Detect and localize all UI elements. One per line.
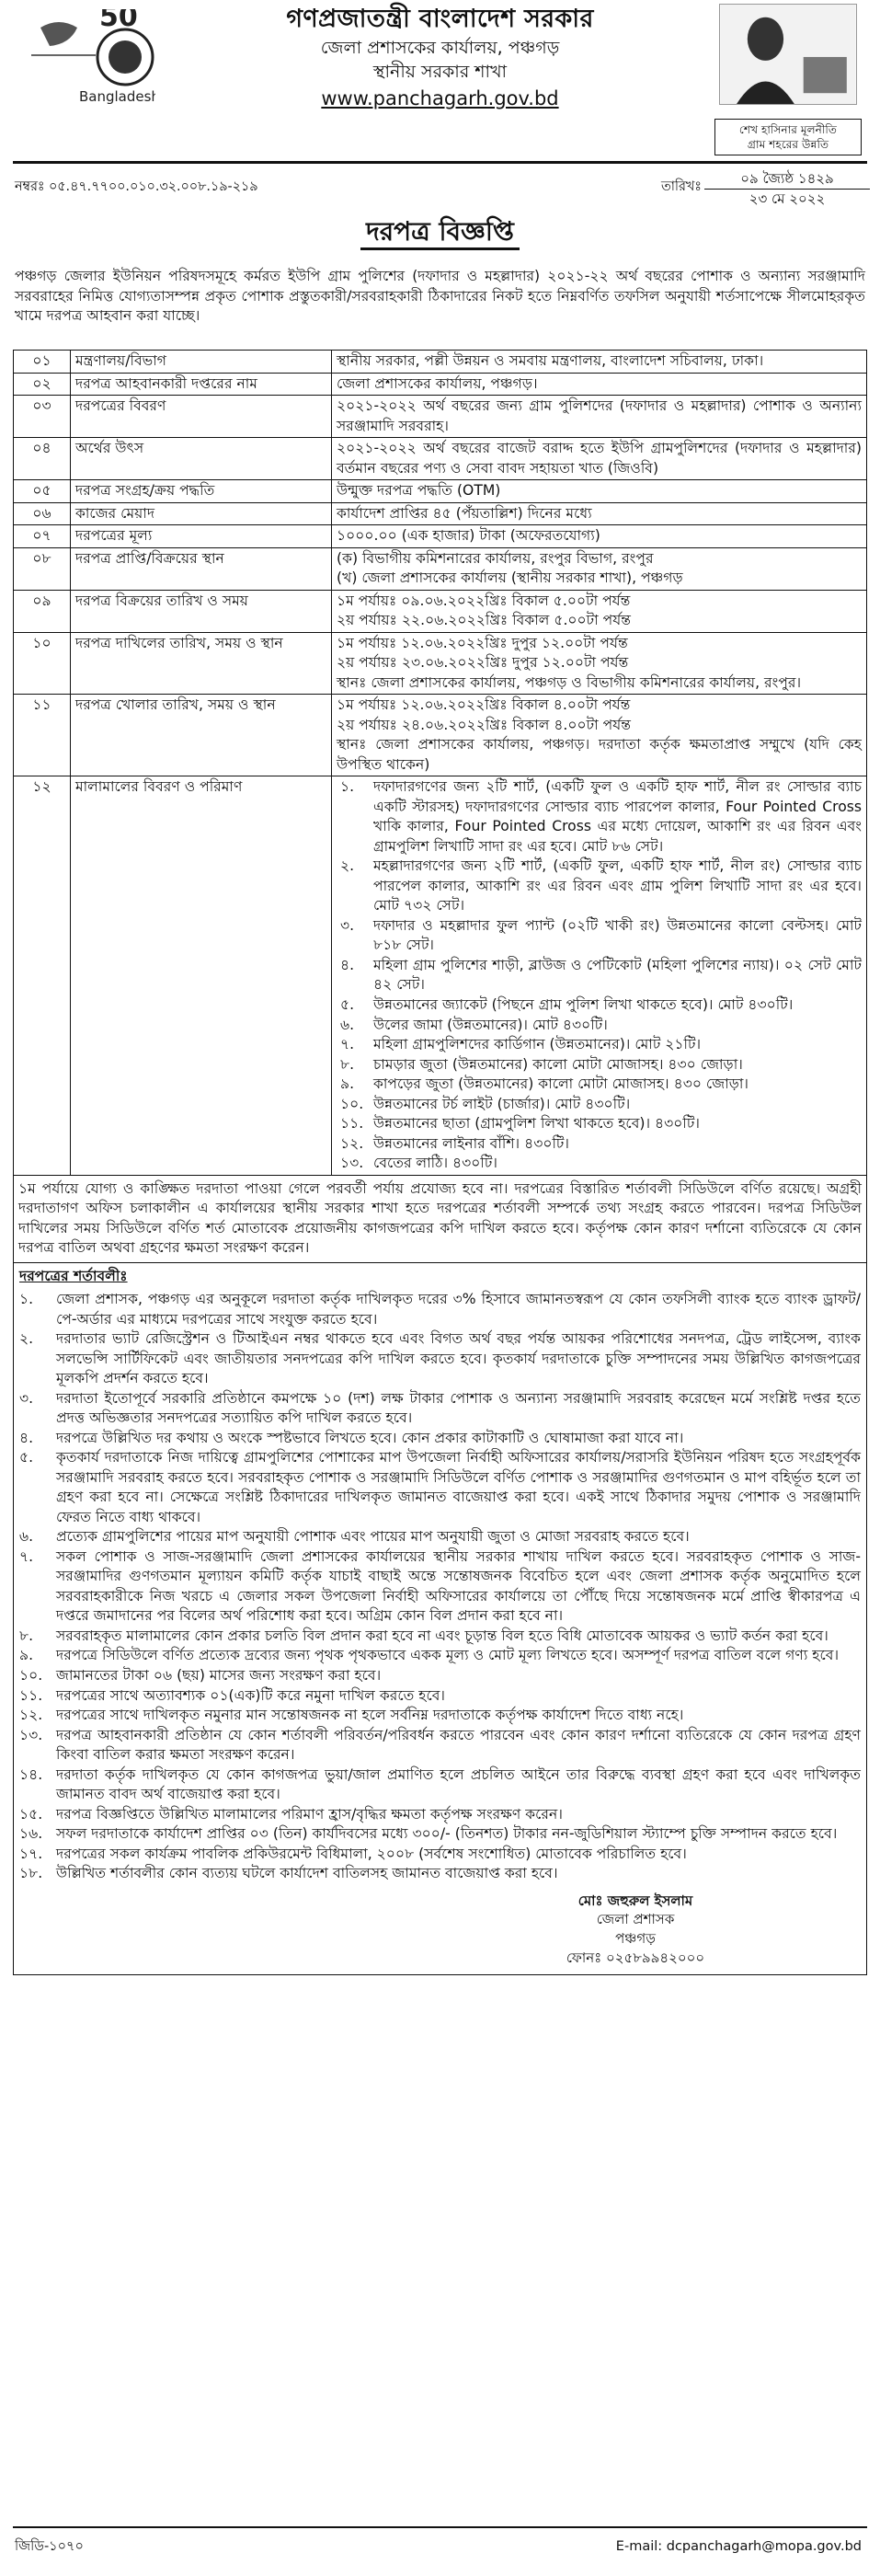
term-text: দরপত্রের সাথে অত্যাবশ্যক ০১(এক)টি করে নমুনা দাখিল করতে হবে।: [56, 1686, 445, 1704]
material-number: ৭.: [340, 1036, 355, 1053]
row-label: অর্থের উৎস: [71, 438, 332, 480]
letterhead-center: [178, 2, 702, 112]
row-value: [332, 590, 867, 632]
row-serial: ০৯: [14, 590, 71, 632]
branch-name: স্থানীয় সরকার শাখা: [372, 62, 508, 83]
signatory-designation: জেলা প্রশাসক: [596, 1911, 675, 1928]
row-label: দরপত্র বিক্রয়ের তারিখ ও সময়: [71, 590, 332, 632]
row-value: [332, 502, 867, 525]
row-serial: ০৬: [14, 502, 71, 525]
row-serial: ১২: [14, 776, 71, 1175]
notice-paragraph: ১ম পর্যায়ে যোগ্য ও কাঙ্ক্ষিত দরদাতা পাওয়া গেলে পরবর্তী পর্যায় প্রযোজ্য হবে না। দরপত্রের বিস্তারিত শর্তাবলী সিডিউলে বর্ণিত রয়েছে। অগ্রহী দরদাতাগণ অফিস চলাকালীন এ কার্যালয়ের স্থানীয় সরকার শাখা হতে দরপত্রের শর্তাবলী সম্পর্কে তথ্য সংগ্রহ করতে পারবেন। দরপত্র সিডিউল দাখিলের সময় সিডিউলে বর্ণিত শর্ত মোতাবেক প্রয়োজনীয় কাগজপত্রের কপি দাখিল করতে হবে। কর্তৃপক্ষ কোন কারণ দর্শানো ব্যতিরেকে যে কোন দরপত্র বাতিল অথবা গ্রহণের ক্ষমতা সংরক্ষণ করেন।: [13, 1176, 867, 1263]
term-number: ১৫.: [19, 1805, 43, 1823]
material-number: ১০.: [340, 1095, 364, 1112]
schedule-row: [14, 695, 867, 776]
slogan-box: [714, 119, 862, 156]
row-label: দরপত্র খোলার তারিখ, সময় ও স্থান: [71, 695, 332, 776]
row-serial: ০৩: [14, 396, 71, 438]
mujib-year-badge: [714, 4, 862, 158]
term-number: ১২.: [19, 1707, 43, 1724]
material-text: চামড়ার জুতা (উন্নতমানের) কালো মোটা মোজাসহ। ৪৩০ জোড়া।: [373, 1055, 743, 1073]
term-number: ১৮.: [19, 1865, 43, 1882]
term-item: [19, 1627, 861, 1647]
material-text: মহিলা গ্রাম পুলিশের শাড়ী, ব্লাউজ ও পেটিকোট (মহিলা পুলিশের ন্যায়)। ০২ সেট মোট ৪২ সেট।: [373, 956, 862, 994]
tender-schedule-table: [13, 350, 867, 1176]
term-text: কৃতকার্য দরদাতাকে নিজ দায়িত্বে গ্রামপুলিশের পোশাকের মাপ উপজেলা নির্বাহী অফিসারের কার্যালয়/সরাসরি ইউনিয়ন পরিষদ হতে সংগ্রহপূর্বক সরঞ্জামাদি সরবরাহ করতে হবে। সরবরাহকৃত পোশাক ও সরঞ্জামাদি সিডিউলে বর্ণিত পোশাক ও সরঞ্জামাদির গুণগতমান ও মাপ বহির্ভূত হলে তা গ্রহণ করা হবে না। সেক্ষেত্রে সংশ্লিষ্ট ঠিকাদারের দাখিলকৃত জামানত বাজেয়াপ্ত করা হবে। একই সাথে ঠিকাদার সমুদয় পোশাক ও সরঞ্জামাদি ফেরত নিতে বাধ্য থাকবে।: [56, 1449, 861, 1525]
materials-row: [14, 776, 867, 1175]
row-label: মালামালের বিবরণ ও পরিমাণ: [71, 776, 332, 1175]
schedule-row: [14, 525, 867, 548]
material-text: কাপড়ের জুতা (উন্নতমানের) কালো মোটা মোজাসহ। ৪৩০ জোড়া।: [373, 1075, 749, 1093]
material-text: উন্নতমানের জ্যাকেট (পিছনে গ্রাম পুলিশ লিখা থাকতে হবে)। মোট ৪৩০টি।: [373, 995, 794, 1013]
term-item: [19, 1864, 861, 1884]
government-title: গণপ্রজাতন্ত্রী বাংলাদেশ সরকার: [286, 5, 594, 33]
material-number: ৩.: [340, 916, 355, 934]
term-text: দরপত্র আহবানকারী প্রতিষ্ঠান যে কোন শর্তাবলী পরিবর্তন/পরিবর্ধন করতে পারবেন এবং কোন কারণ দর্শানো ব্যতিরেকে যে কোন দরপত্র গ্রহণ কিংবা বাতিল করার ক্ষমতা সংরক্ষণ করেন।: [56, 1726, 861, 1764]
row-label: দরপত্রের বিবরণ: [71, 396, 332, 438]
material-number: ১.: [340, 778, 355, 796]
materials-list-cell: [332, 776, 867, 1175]
row-value-line: ১ম পর্যায়ঃ ০৯.০৬.২০২২খ্রিঃ বিকাল ৫.০০টা পর্যন্ত: [337, 592, 631, 609]
material-item: [337, 956, 862, 995]
schedule-row: [14, 438, 867, 480]
material-text: দফাদারগণের জন্য ২টি শার্ট, (একটি ফুল ও একটি হাফ শার্ট, নীল রং সোল্ডার ব্যাচ একটি স্টারসহ) দফাদারগণের সোল্ডার ব্যাচ পারপেল কালার, Four Pointed Cross খাকি কালার, Four Pointed Cross এর মধ্যে দোয়েল, আকাশি রং এর রিবন এবং গ্রামপুলিশ লিখাটি সাদা রং এর হবে। মোট ৮৬ সেট।: [373, 778, 862, 855]
schedule-row: [14, 502, 867, 525]
row-value: [332, 632, 867, 695]
material-text: উন্নতমানের টর্চ লাইট (চার্জার)। মোট ৪৩০টি।: [373, 1095, 631, 1112]
row-value-line: ২য় পর্যায়ঃ ২২.০৬.২০২২খ্রিঃ বিকাল ৫.০০টা পর্যন্ত: [337, 612, 631, 629]
row-label: দরপত্র দাখিলের তারিখ, সময় ও স্থান: [71, 632, 332, 695]
material-item: [337, 916, 862, 956]
material-text: উলের জামা (উন্নতমানের)। মোট ৪৩০টি।: [373, 1016, 608, 1033]
signature-block: [497, 1892, 773, 1968]
material-text: মহল্লাদারগণের জন্য ২টি শার্ট, (একটি ফুল, একটি হাফ শার্ট, নীল রং) সোল্ডার ব্যাচ পারপেল কালার, আকাশি রং এর রিবন এবং গ্রাম পুলিশ লিখাটি সাদা রং এর হবে। মোট ৭৩২ সেট।: [373, 857, 862, 914]
material-number: ১১.: [340, 1115, 364, 1133]
gd-code: জিডি-১০৭০: [15, 2539, 84, 2554]
term-number: ৫.: [19, 1449, 34, 1466]
schedule-body: [14, 351, 867, 1176]
intro-paragraph: পঞ্চগড় জেলার ইউনিয়ন পরিষদসমূহে কর্মরত ইউপি গ্রাম পুলিশের (দফাদার ও মহল্লাদার) ২০২১-২২ অর্থ বছরের পোশাক ও অন্যান্য সরঞ্জামাদি সরবরাহের নিমিত্ত যোগ্যতাসম্পন্ন প্রকৃত পোশাক প্রস্তুতকারী/সরবরাহকারী ঠিকাদারের নিকট হতে নিম্নবর্ণিত তফসিল অনুযায়ী শর্তসাপেক্ষে সীলমোহরকৃত খামে দরপত্র আহবান করা যাচ্ছে।: [15, 268, 865, 325]
row-value-line: ১০০০.০০ (এক হাজার) টাকা (অফেরতযোগ্য): [337, 527, 600, 545]
signatory-phone: ফোনঃ ০২৫৮৯৯৪২০০০: [566, 1949, 705, 1966]
row-label: দরপত্র সংগ্রহ/ক্রয় পদ্ধতি: [71, 480, 332, 503]
material-item: [337, 777, 862, 857]
schedule-row: [14, 632, 867, 695]
portrait-icon: [719, 4, 857, 105]
term-item: [19, 1448, 861, 1527]
term-item: [19, 1845, 861, 1865]
material-number: ৯.: [340, 1075, 355, 1093]
material-text: মহিলা গ্রামপুলিশদের কার্ডিগান (উন্নতমানের)। মোট ২১টি।: [373, 1036, 702, 1053]
schedule-row: [14, 396, 867, 438]
material-number: ৪.: [340, 956, 355, 973]
date-label: তারিখঃ: [661, 179, 702, 194]
row-serial: ১০: [14, 632, 71, 695]
term-item: [19, 1805, 861, 1825]
row-value: [332, 438, 867, 480]
row-label: মন্ত্রণালয়/বিভাগ: [71, 351, 332, 374]
memo-line: [13, 164, 867, 215]
term-text: দরপত্র বিজ্ঞপ্তিতে উল্লিখিত মালামালের পরিমাণ হ্রাস/বৃদ্ধির ক্ষমতা কর্তৃপক্ষ সংরক্ষণ করেন।: [56, 1805, 563, 1823]
term-item: [19, 1389, 861, 1429]
row-value-line: জেলা প্রশাসকের কার্যালয়, পঞ্চগড়।: [337, 374, 538, 392]
jubilee-number: 50: [99, 9, 138, 33]
row-value-line: উন্মুক্ত দরপত্র পদ্ধতি (OTM): [337, 482, 501, 500]
term-text: প্রত্যেক গ্রামপুলিশের পায়ের মাপ অনুযায়ী পোশাক এবং পায়ের মাপ অনুযায়ী জুতা ও মোজা সরবরাহ করতে হবে।: [56, 1528, 690, 1546]
mujib-jubilee-logo: [22, 9, 155, 110]
term-text: জেলা প্রশাসক, পঞ্চগড় এর অনুকূলে দরদাতা কর্তৃক দাখিলকৃত দরের ৩% হিসাবে জামানতস্বরূপ যে কোন তফসিলী ব্যাংক হতে ব্যাংক ড্রাফট/পে-অর্ডার এর মাধ্যমে দরপত্রের সাথে সংযুক্ত করতে হবে।: [56, 1291, 861, 1328]
email-link[interactable]: E-mail: dcpanchagarh@mopa.gov.bd: [615, 2539, 862, 2554]
schedule-row: [14, 351, 867, 374]
row-serial: ০৪: [14, 438, 71, 480]
footer: [13, 2526, 867, 2563]
term-item: [19, 1547, 861, 1627]
row-serial: ০২: [14, 373, 71, 396]
term-item: [19, 1666, 861, 1686]
row-value-line: (ক) বিভাগীয় কমিশনারের কার্যালয়, রংপুর বিভাগ, রংপুর: [337, 549, 654, 567]
date-bangla: ০৯ জ্যৈষ্ঠ ১৪২৯: [704, 169, 870, 190]
row-value-line: ২০২১-২০২২ অর্থ বছরের জন্য গ্রাম পুলিশদের (দফাদার ও মহল্লাদার) পোশাক ও অন্যান্য সরঞ্জামাদি সরবরাহ।: [337, 397, 862, 434]
material-number: ৮.: [340, 1055, 355, 1073]
term-number: ৮.: [19, 1627, 34, 1644]
row-value: [332, 373, 867, 396]
term-number: ১৩.: [19, 1726, 43, 1743]
term-number: ৬.: [19, 1528, 34, 1546]
row-value: [332, 525, 867, 548]
date-box: [704, 169, 870, 208]
term-text: দরদাতার ভ্যাট রেজিস্ট্রেশন ও টিআইএন নম্বর থাকতে হবে এবং বিগত অর্থ বছর পর্যন্ত আয়কর পরিশোধের সনদপত্র, ট্রেড লাইসেন্স, ব্যাংক সলভেন্সি সার্টিফিকেট এবং জাতীয়তার সনদপত্রের কপি দাখিল করতে হবে। কৃতকার্য দরদাতাকে চুক্তি সম্পাদনের সময় উল্লিখিত কাগজপত্রের মূলকপি প্রদর্শন করতে হবে।: [56, 1330, 861, 1387]
office-name: জেলা প্রশাসকের কার্যালয়, পঞ্চগড়: [320, 38, 560, 59]
term-item: [19, 1686, 861, 1707]
slogan-line-2: গ্রাম শহরের উন্নতি: [747, 137, 829, 151]
row-serial: ০৭: [14, 525, 71, 548]
term-text: দরপত্রের সাথে দাখিলকৃত নমুনার মান সন্তোষজনক না হলে সর্বনিম্ন দরদাতাকে কর্তৃপক্ষ কার্যাদেশ দিতে বাধ্য নহে।: [56, 1707, 684, 1724]
material-number: ১৩.: [340, 1155, 364, 1172]
term-text: উল্লিখিত শর্তাবলীর কোন ব্যত্যয় ঘটলে কার্যাদেশ বাতিলসহ জামানত বাজেয়াপ্ত করা হবে।: [56, 1865, 558, 1882]
row-serial: ০১: [14, 351, 71, 374]
material-number: ২.: [340, 857, 355, 875]
material-number: ১২.: [340, 1134, 364, 1152]
material-text: উন্নতমানের ছাতা (গ্রামপুলিশ লিখা থাকতে হবে)। ৪৩০টি।: [373, 1115, 700, 1133]
memo-number: নম্বরঃ ০৫.৪৭.৭৭০০.০১০.৩২.০০৮.১৯-২১৯: [15, 179, 258, 194]
row-value: [332, 396, 867, 438]
signatory-name: মোঃ জহুরুল ইসলাম: [577, 1892, 693, 1909]
row-label: দরপত্র আহবানকারী দপ্তরের নাম: [71, 373, 332, 396]
schedule-row: [14, 480, 867, 503]
row-serial: ০৫: [14, 480, 71, 503]
term-number: ৪.: [19, 1429, 34, 1446]
material-text: বেতের লাঠি। ৪৩০টি।: [373, 1155, 497, 1172]
row-value: [332, 695, 867, 776]
term-number: ৯.: [19, 1647, 34, 1664]
term-text: দরপত্রে সিডিউলে বর্ণিত প্রত্যেক দ্রব্যের জন্য পৃথক পৃথকভাবে একক মূল্য ও মোট মূল্য লিখতে হবে। অসম্পূর্ণ দরপত্র বাতিল বলে গণ্য হবে।: [56, 1647, 840, 1664]
row-value: [332, 547, 867, 590]
term-item: [19, 1290, 861, 1329]
row-value-line: ২০২১-২০২২ অর্থ বছরের বাজেট বরাদ্দ হতে ইউপি গ্রামপুলিশদের (দফাদার ও মহল্লাদার) বর্তমান বছরের পণ্য ও সেবা বাবদ সহায়তা খাত (জিওবি): [337, 440, 862, 477]
term-text: দরদাতা কর্তৃক দাখিলকৃত যে কোন কাগজপত্র ভুয়া/জাল প্রমাণিত হলে প্রচলিত আইনে তার বিরুদ্ধে ব্যবস্থা গ্রহণ করা হবে এবং দাখিলকৃত জামানত বাবদ অর্থ বাজেয়াপ্ত করা হবে।: [56, 1765, 861, 1803]
term-item: [19, 1726, 861, 1765]
term-number: ১৭.: [19, 1845, 43, 1862]
term-text: সকল পোশাক ও সাজ-সরঞ্জামাদি জেলা প্রশাসকের কার্যালয়ের স্থানীয় সরকার শাখায় দাখিল করতে হবে। সরবরাহকৃত পোশাক ও সাজ-সরঞ্জামাদির গুণগতমান মূল্যায়ন কমিটি কর্তৃক যাচাই বাছাই অন্তে সন্তোষজনক বিবেচিত হলে এবং জেলা প্রশাসক কর্তৃক অনুমোদিত হলে সরবরাহকারীকে নিজ খরচে এ জেলার সকল উপজেলা নির্বাহী অফিসারের কার্যালয়ে তা পৌঁছে দিয়ে সন্তোষজনক মর্মে প্রাপ্তি স্বীকারপত্র এ দপ্তরে জমাদানের পর বিলের অর্থ পরিশোধ করা হবে। অগ্রিম কোন বিল প্রদান করা হবে না।: [56, 1547, 861, 1625]
row-value-line: ২য় পর্যায়ঃ ২৩.০৬.২০২২খ্রিঃ দুপুর ১২.০০টা পর্যন্ত: [337, 654, 629, 672]
term-item: [19, 1429, 861, 1449]
row-serial: ১১: [14, 695, 71, 776]
term-number: ১১.: [19, 1686, 43, 1704]
term-text: সফল দরদাতাকে কার্যাদেশ প্রাপ্তির ০৩ (তিন) কার্যদিবসের মধ্যে ৩০০/- (তিনশত) টাকার নন-জুডিশিয়াল স্ট্যাম্পে চুক্তি সম্পাদন করতে হবে।: [56, 1825, 838, 1843]
term-text: জামানতের টাকা ০৬ (ছয়) মাসের জন্য সংরক্ষণ করা হবে।: [56, 1667, 382, 1684]
term-number: ২.: [19, 1330, 34, 1348]
material-item: [337, 1016, 862, 1036]
terms-title: দরপত্রের শর্তাবলীঃ: [19, 1267, 128, 1284]
row-value-line: ১ম পর্যায়ঃ ১২.০৬.২০২২খ্রিঃ দুপুর ১২.০০টা পর্যন্ত: [337, 634, 628, 651]
row-value-line: (খ) জেলা প্রশাসকের কার্যালয় (স্থানীয় সরকার শাখা), পঞ্চগড়: [337, 569, 683, 587]
schedule-row: [14, 590, 867, 632]
row-value: [332, 351, 867, 374]
term-number: ৩.: [19, 1389, 34, 1407]
heading-wrap: [13, 215, 867, 267]
signatory-district: পঞ্চগড়: [615, 1930, 656, 1948]
terms-section: [13, 1263, 867, 1976]
term-number: ১৬.: [19, 1825, 43, 1843]
jubilee-emblem-icon: [22, 9, 155, 110]
term-item: [19, 1706, 861, 1726]
material-item: [337, 857, 862, 916]
date-english: ২৩ মে ২০২২: [749, 190, 826, 207]
material-number: ৫.: [340, 995, 355, 1013]
material-item: [337, 1095, 862, 1115]
material-item: [337, 1134, 862, 1155]
notice-heading: দরপত্র বিজ্ঞপ্তি: [360, 215, 520, 250]
term-item: [19, 1765, 861, 1805]
term-item: [19, 1646, 861, 1666]
row-value-line: ২য় পর্যায়ঃ ২৪.০৬.২০২২খ্রিঃ বিকাল ৪.০০টা পর্যন্ত: [337, 716, 631, 733]
slogan-line-1: শেখ হাসিনার মূলনীতি: [738, 122, 838, 136]
term-text: সরবরাহকৃত মালামালের কোন প্রকার চলতি বিল প্রদান করা হবে না এবং চূড়ান্ত বিল হতে বিধি মোতাবেক আয়কর ও ভ্যাট কর্তন করা হবে।: [56, 1627, 829, 1644]
term-item: [19, 1527, 861, 1547]
letterhead: [13, 0, 867, 164]
row-label: কাজের মেয়াদ: [71, 502, 332, 525]
material-item: [337, 1055, 862, 1075]
row-label: দরপত্রের মূল্য: [71, 525, 332, 548]
row-value-line: ১ম পর্যায়ঃ ১২.০৬.২০২২খ্রিঃ বিকাল ৪.০০টা পর্যন্ত: [337, 696, 631, 714]
term-number: ৭.: [19, 1547, 34, 1565]
website-link[interactable]: www.panchagarh.gov.bd: [321, 86, 559, 109]
material-item: [337, 995, 862, 1016]
logo-country-text: Bangladesh: [79, 88, 155, 105]
term-text: দরপত্রে উল্লিখিত দর কথায় ও অংকে স্পষ্টভাবে লিখতে হবে। কোন প্রকার কাটাকাটি ও ঘোষামাজা করা যাবে না।: [56, 1429, 684, 1446]
row-value-line: কার্যাদেশ প্রাপ্তির ৪৫ (পঁয়তাল্লিশ) দিনের মধ্যে: [337, 504, 592, 522]
row-value-line: স্থানঃ জেলা প্রশাসকের কার্যালয়, পঞ্চগড়। দরদাতা কর্তৃক ক্ষমতাপ্রাপ্ত সম্মুখে (যদি কেহ উপস্থিত থাকেন): [337, 736, 862, 773]
term-text: দরদাতা ইতোপূর্বে সরকারি প্রতিষ্ঠানে কমপক্ষে ১০ (দশ) লক্ষ টাকার পোশাক ও অন্যান্য সরঞ্জামাদি সরবরাহ করেছেন মর্মে সংশ্লিষ্ট দপ্তর হতে প্রদত্ত অভিজ্ঞতার সনদপত্রের সত্যায়িত কপি দাখিল করতে হবে।: [56, 1389, 861, 1427]
material-item: [337, 1114, 862, 1134]
row-value-line: স্থানীয় সরকার, পল্লী উন্নয়ন ও সমবায় মন্ত্রণালয়, বাংলাদেশ সচিবালয়, ঢাকা।: [337, 352, 764, 369]
term-item: [19, 1824, 861, 1845]
row-value: [332, 480, 867, 503]
material-item: [337, 1035, 862, 1055]
row-serial: ০৮: [14, 547, 71, 590]
term-number: ১০.: [19, 1667, 43, 1684]
material-number: ৬.: [340, 1016, 355, 1033]
schedule-row: [14, 373, 867, 396]
material-item: [337, 1075, 862, 1095]
term-number: ১৪.: [19, 1765, 43, 1783]
material-text: দফাদার ও মহল্লাদার ফুল প্যান্ট (০২টি খাকী রং) উন্নতমানের কালো বেল্টসহ। মোট ৮১৮ সেট।: [373, 916, 862, 954]
term-item: [19, 1329, 861, 1389]
material-item: [337, 1154, 862, 1174]
row-label: দরপত্র প্রাপ্তি/বিক্রয়ের স্থান: [71, 547, 332, 590]
terms-list: [19, 1290, 861, 1883]
material-text: উন্নতমানের লাইনার বাঁশি। ৪৩০টি।: [373, 1134, 570, 1152]
term-number: ১.: [19, 1291, 34, 1308]
schedule-row: [14, 547, 867, 590]
materials-list: [337, 777, 862, 1173]
term-text: দরপত্রের সকল কার্যক্রম পাবলিক প্রকিউরমেন্ট বিধিমালা, ২০০৮ (সর্বশেষ সংশোধিত) মোতাবেক পরিচালিত হবে।: [56, 1845, 687, 1862]
row-value-line: স্থানঃ জেলা প্রশাসকের কার্যালয়, পঞ্চগড় ও বিভাগীয় কমিশনারের কার্যালয়, রংপুর।: [337, 673, 802, 691]
